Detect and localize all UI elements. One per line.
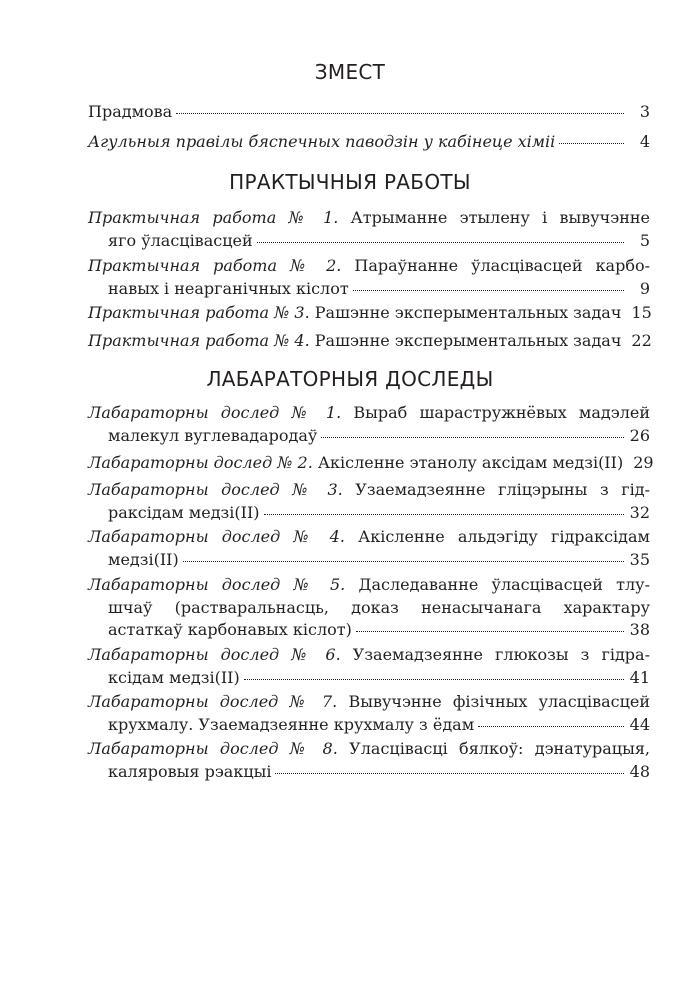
entry-lead: Лабараторны дослед № 4. bbox=[88, 527, 345, 546]
toc-entry-practical-1[interactable] bbox=[88, 207, 650, 252]
entry-text: Узаемадзеянне глюкозы з гідра- bbox=[352, 645, 650, 664]
toc-entry-line bbox=[88, 207, 650, 230]
toc-page-number: 41 bbox=[629, 667, 650, 687]
toc-entry-text: Агульныя правілы бяспечных паводзін у кабінеце хіміі bbox=[88, 132, 556, 151]
dot-leader bbox=[176, 113, 624, 114]
toc-entry-line bbox=[88, 714, 650, 737]
entry-text: Даследаванне ўласцівасцей тлу- bbox=[358, 575, 650, 594]
entry-text: каляровыя рэакцыі bbox=[108, 761, 272, 781]
toc-page-number: 29 bbox=[633, 453, 654, 472]
section-heading-practical: ПРАКТЫЧНЫЯ РАБОТЫ bbox=[229, 170, 471, 194]
toc-entry-practical-2[interactable] bbox=[88, 255, 650, 300]
toc-entry-line bbox=[88, 255, 650, 278]
toc-page-number: 5 bbox=[639, 230, 650, 250]
entry-lead: Практычная работа № 3. bbox=[88, 303, 310, 322]
toc-entry-lab-6[interactable] bbox=[88, 644, 650, 689]
toc-page-number: 44 bbox=[629, 714, 650, 734]
toc-entry-lab-5[interactable] bbox=[88, 574, 650, 642]
dot-leader bbox=[353, 290, 624, 291]
entry-lead: Лабараторны дослед № 3. bbox=[88, 480, 343, 499]
toc-page-number: 32 bbox=[629, 502, 650, 522]
entry-text: Вывучэнне фізічных уласцівасцей bbox=[348, 692, 650, 711]
entry-text: Узаемадзеянне гліцэрыны з гід- bbox=[355, 480, 650, 499]
entry-lead: Практычная работа № 1. bbox=[88, 208, 339, 227]
page-title: ЗМЕСТ bbox=[314, 60, 386, 84]
toc-entry-line bbox=[88, 597, 650, 620]
entry-text: астаткаў карбонавых кіслот) bbox=[108, 620, 352, 639]
toc-page-number: 22 bbox=[631, 331, 652, 350]
toc-entry-lab-3[interactable] bbox=[88, 479, 650, 524]
toc-page-number: 35 bbox=[629, 549, 650, 569]
entry-text: навых і неарганічных кіслот bbox=[108, 278, 349, 298]
toc-entry-practical-3[interactable] bbox=[88, 302, 650, 325]
toc-entry-line bbox=[88, 131, 650, 154]
entry-text: Параўнанне ўласцівасцей карбо- bbox=[354, 256, 650, 275]
entry-lead: Практычная работа № 4. bbox=[88, 331, 310, 350]
toc-page-number: 38 bbox=[629, 620, 650, 639]
entry-lead: Лабараторны дослед № 7. bbox=[88, 692, 338, 711]
toc-entry-lab-4[interactable] bbox=[88, 526, 650, 571]
entry-text: Акісленне этанолу аксідам медзі(II) bbox=[317, 453, 624, 472]
toc-page-number: 3 bbox=[639, 102, 650, 121]
toc-entry-line bbox=[88, 278, 650, 301]
toc-entry-line bbox=[88, 644, 650, 667]
toc-page-number: 15 bbox=[631, 303, 652, 322]
entry-lead: Практычная работа № 2. bbox=[88, 256, 342, 275]
toc-entry-lab-8[interactable] bbox=[88, 738, 650, 783]
dot-leader bbox=[264, 514, 624, 515]
toc-entry-line bbox=[88, 330, 650, 353]
toc-entry-line bbox=[88, 479, 650, 502]
toc-entry-preface[interactable] bbox=[88, 101, 650, 124]
entry-text: медзі(II) bbox=[108, 549, 179, 569]
entry-text: Рашэнне эксперыментальных задач bbox=[314, 331, 622, 350]
entry-text: яго ўласцівасцей bbox=[108, 230, 253, 250]
dot-leader bbox=[275, 773, 623, 774]
toc-page-number: 26 bbox=[629, 425, 650, 445]
entry-text: Акісленне альдэгіду гідраксідам bbox=[358, 527, 650, 546]
entry-text: раксідам медзі(II) bbox=[108, 502, 260, 522]
entry-text: Уласцівасці бялкоў: дэнатурацыя, bbox=[349, 739, 650, 758]
toc-entry-line bbox=[88, 230, 650, 253]
dot-leader bbox=[559, 143, 624, 144]
toc-entry-line bbox=[88, 691, 650, 714]
toc-entry-line bbox=[88, 619, 650, 642]
toc-entry-line bbox=[88, 302, 650, 325]
toc-entry-line bbox=[88, 574, 650, 597]
toc-entry-line bbox=[88, 761, 650, 784]
toc-page-number: 4 bbox=[639, 132, 650, 151]
entry-text: Выраб шарастружнёвых мадэлей bbox=[353, 403, 650, 422]
dot-leader bbox=[244, 679, 624, 680]
toc-entry-safety[interactable] bbox=[88, 131, 650, 154]
entry-text: Рашэнне эксперыментальных задач bbox=[314, 303, 622, 322]
toc-entry-lab-2[interactable] bbox=[88, 452, 654, 475]
toc-entry-line bbox=[88, 452, 654, 475]
toc-entry-line bbox=[88, 502, 650, 525]
toc-entry-line bbox=[88, 549, 650, 572]
toc-entry-text: Прадмова bbox=[88, 102, 173, 121]
toc-entry-lab-1[interactable] bbox=[88, 402, 650, 447]
toc-entry-line bbox=[88, 402, 650, 425]
entry-lead: Лабараторны дослед № 6. bbox=[88, 645, 341, 664]
dot-leader bbox=[478, 726, 623, 727]
toc-entry-practical-4[interactable] bbox=[88, 330, 650, 353]
entry-text: ксідам медзі(II) bbox=[108, 667, 240, 687]
toc-entry-line bbox=[88, 425, 650, 448]
toc-page-number: 48 bbox=[629, 761, 650, 781]
dot-leader bbox=[183, 561, 624, 562]
entry-text: крухмалу. Узаемадзеянне крухмалу з ёдам bbox=[108, 714, 475, 734]
dot-leader bbox=[356, 631, 624, 632]
toc-entry-line bbox=[88, 738, 650, 761]
toc-entry-line bbox=[88, 101, 650, 124]
entry-text: шчаў (растваральнасць, доказ ненасычанага характару bbox=[108, 597, 650, 617]
toc-entry-lab-7[interactable] bbox=[88, 691, 650, 736]
toc-entry-line bbox=[88, 667, 650, 690]
entry-lead: Лабараторны дослед № 2. bbox=[88, 453, 313, 472]
toc-entry-line bbox=[88, 526, 650, 549]
dot-leader bbox=[257, 242, 624, 243]
entry-text: Атрыманне этылену і вывучэнне bbox=[350, 208, 650, 227]
entry-lead: Лабараторны дослед № 1. bbox=[88, 403, 342, 422]
section-heading-lab: ЛАБАРАТОРНЫЯ ДОСЛЕДЫ bbox=[206, 367, 494, 391]
toc-page-number: 9 bbox=[639, 278, 650, 298]
entry-lead: Лабараторны дослед № 5. bbox=[88, 575, 346, 594]
entry-text: малекул вуглевадародаў bbox=[108, 425, 318, 445]
dot-leader bbox=[321, 437, 623, 438]
entry-lead: Лабараторны дослед № 8. bbox=[88, 739, 338, 758]
